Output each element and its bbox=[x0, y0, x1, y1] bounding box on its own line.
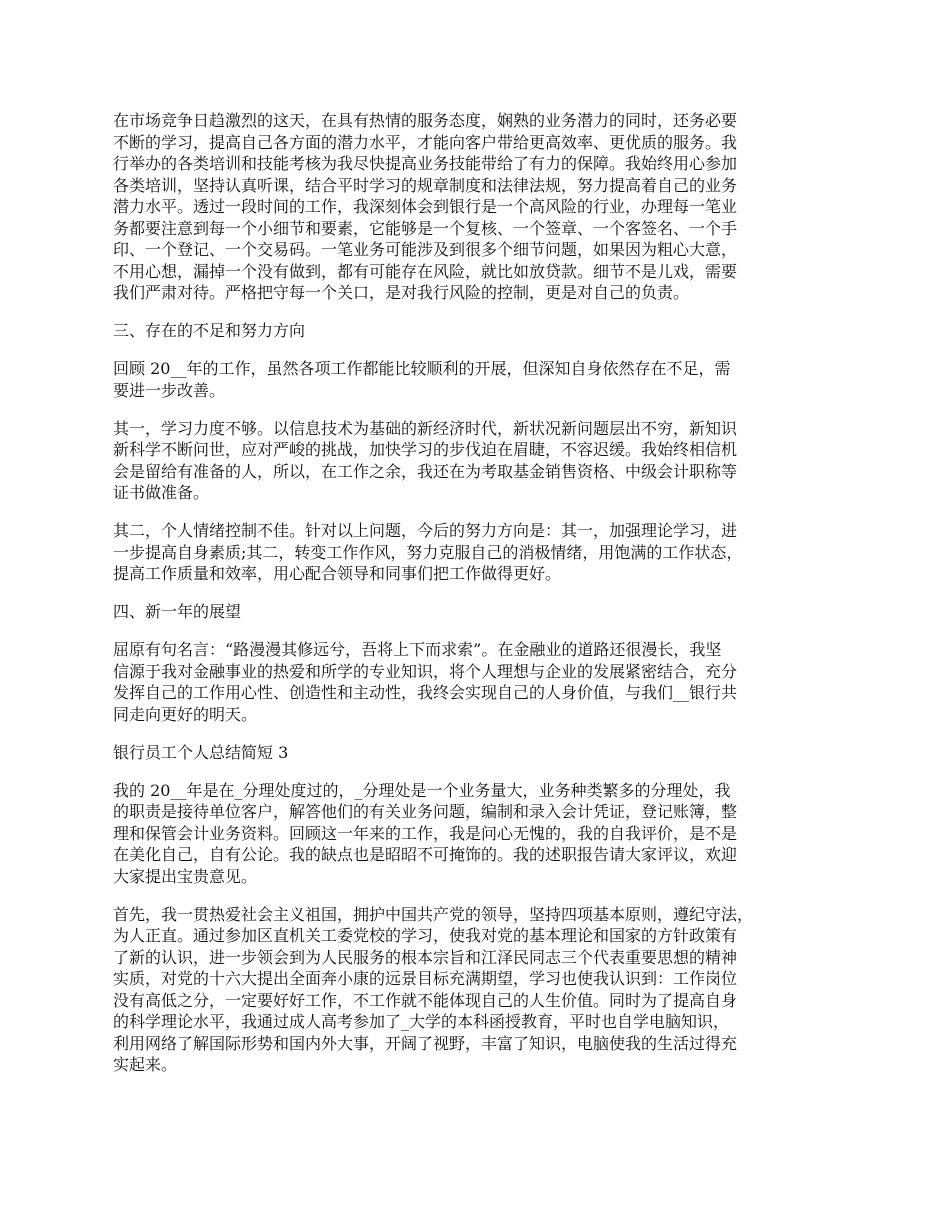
paragraph-work-duties: 我的 20__年是在_分理处度过的，_分理处是一个业务量大，业务种类繁多的分理处，我 的职责是接待单位客户，解答他们的有关业务问题，编制和录入会计凭证，登记账簿，整 理和保管会计业务资料。回顾这一年来的工作，我是问心无愧的，我的自我评价，是不是 在美化自己，自有公论。我的缺点也是昭昭不可掩饰的。我的述职报告请大家评议，欢迎 大家提出宝贵意见。 bbox=[113, 780, 738, 886]
paragraph-second-shortcoming: 其二，个人情绪控制不佳。针对以上问题，今后的努力方向是：其一，加强理论学习，进 一步提高自身素质;其二，转变工作作风，努力克服自己的消极情绪，用饱满的工作状态， 提高工作质量和效率，用心配合领导和同事们把工作做得更好。 bbox=[113, 521, 743, 583]
paragraph-first-shortcoming: 其一，学习力度不够。以信息技术为基础的新经济时代，新状况新问题层出不穷，新知识 新科学不断问世，应对严峻的挑战，加快学习的步伐迫在眉睫，不容迟缓。我始终相信机 会是留给有准备的人，所以，在工作之余，我还在为考取基金销售资格、中级会计职称等 证书做准备。 bbox=[113, 418, 738, 502]
document-page bbox=[113, 110, 858, 1092]
paragraph-political-study: 首先，我一贯热爱社会主义祖国，拥护中国共产党的领导，坚持四项基本原则，遵纪守法， 为人正直。通过参加区直机关工委党校的学习，使我对党的基本理论和国家的方针政策有 了新的认识，进一步领会到为人民服务的根本宗旨和江泽民同志三个代表重要思想的精神 实质，对党的十六大提出全面奔小康的远景目标充满期望，学习也使我认识到：工作岗位 没有高低之分，一定要好好工作，不工作就不能体现自己的人生价值。同时为了提高自身 的科学理论水平，我通过成人高考参加了_大学的本科函授教育，平时也自学电脑知识， 利用网络了解国际形势和国内外大事，开阔了视野，丰富了知识，电脑使我的生活过得充 实起来。 bbox=[113, 904, 754, 1074]
paragraph-review: 回顾 20__年的工作，虽然各项工作都能比较顺利的开展，但深知自身依然存在不足，需 要进一步改善。 bbox=[113, 359, 731, 400]
paragraph-outlook: 屈原有句名言：“路漫漫其修远兮，吾将上下而求索”。在金融业的道路还很漫长，我坚 信源于我对金融事业的热爱和所学的专业知识，将个人理想与企业的发展紧密结合，充分 发挥自己的工作用心性、创造性和主动性，我终会实现自己的人身价值，与我们__银行共 同走向更好的明天。 bbox=[113, 640, 738, 724]
article-title-summary-3: 银行员工个人总结简短 3 bbox=[113, 742, 289, 762]
section-heading-shortcomings: 三、存在的不足和努力方向 bbox=[113, 321, 306, 340]
section-heading-outlook: 四、新一年的展望 bbox=[113, 602, 242, 621]
paragraph-business-skills: 在市场竞争日趋激烈的这天，在具有热情的服务态度，娴熟的业务潜力的同时，还务必要 不断的学习，提高自己各方面的潜力水平，才能向客户带给更高效率、更优质的服务。我 行举办的各类培训和技能考核为我尽快提高业务技能带给了有力的保障。我始终用心参加 各类培训，坚持认真听课，结合平时学习的规章制度和法律法规，努力提高着自己的业务 潜力水平。透过一段时间的工作，我深刻体会到银行是一个高风险的行业，办理每一笔业 务都要注意到每一个小细节和要素，它能够是一个复核、一个签章、一个客签名、一个手 印、一个登记、一个交易码。一笔业务可能涉及到很多个细节问题，如果因为粗心大意， 不用心想，漏掉一个没有做到，都有可能存在风险，就比如放贷款。细节不是儿戏，需要 我们严肃对待。严格把守每一个关口，是对我行风险的控制，更是对自己的负责。 bbox=[113, 111, 738, 302]
